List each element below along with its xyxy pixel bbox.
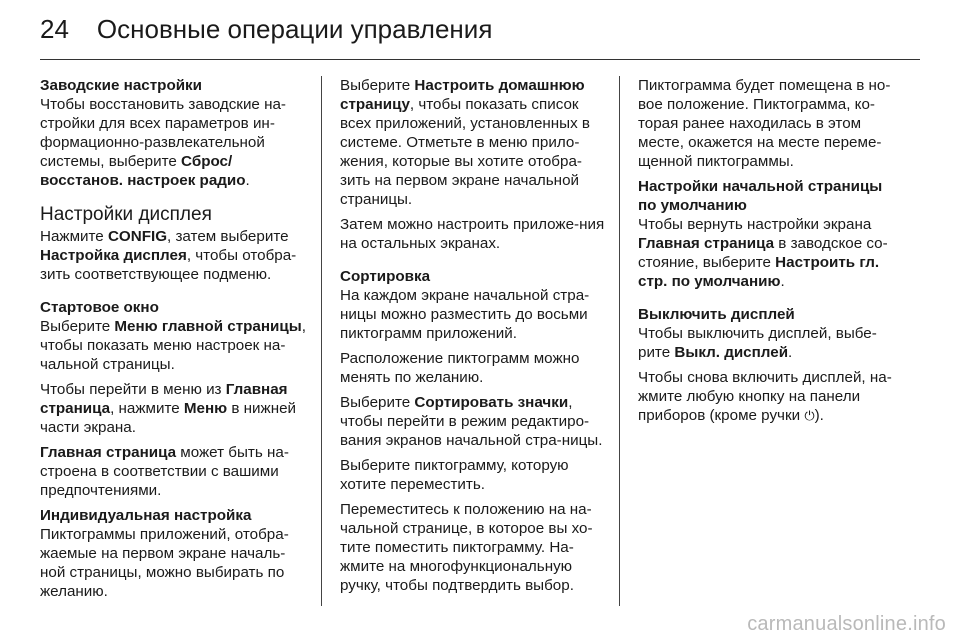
menu-item-ref: Сброс/ восстанов. настроек радио (40, 153, 246, 189)
home-paragraph (40, 443, 308, 500)
menu-item-ref: Сортировать значки (414, 394, 569, 411)
menu-item-ref: Настроить домашнюю страницу (340, 77, 585, 113)
menu-item-ref: Меню (183, 400, 228, 417)
menu-item-ref: Выкл. дисплей (674, 344, 789, 361)
page-title: Основные операции управления (96, 14, 493, 44)
text: Чтобы снова включить дисплей, на-жмите любую кнопку на панели приборов (кроме ручки (638, 369, 892, 424)
start-heading: Стартовое окно (40, 299, 159, 316)
text: Чтобы перейти в меню из (40, 381, 226, 398)
off-paragraph (638, 324, 904, 362)
custom-section (40, 506, 308, 601)
default-section (638, 177, 904, 291)
watermark: carmanualsonline.info (747, 613, 946, 635)
goto-paragraph (40, 380, 308, 437)
text: , чтобы отобра-зить соответствующее подменю. (40, 247, 297, 283)
sort-select-paragraph (340, 393, 608, 450)
factory-section (40, 76, 308, 190)
column-middle (340, 76, 608, 601)
menu-item-ref: Главная страница (40, 381, 288, 417)
menu-item-ref: Меню главной страницы (114, 318, 302, 335)
text: , чтобы показать меню настроек на-чальной страницы. (40, 318, 306, 373)
factory-paragraph (40, 95, 308, 190)
text: Чтобы восстановить заводские на-стройки для всех параметров ин-формационно-развлекательной системы, выберите (40, 96, 286, 170)
display-section (40, 204, 308, 284)
text: может быть на-строена в соответствии с вашими предпочтениями. (40, 444, 289, 499)
off-heading: Выключить дисплей (638, 306, 795, 323)
text: Выберите (340, 394, 415, 411)
start-section (40, 298, 308, 500)
menu-item-ref: Настройка дисплея (40, 247, 187, 264)
start-paragraph (40, 317, 308, 374)
text: , нажмите (110, 400, 184, 417)
text: , чтобы перейти в режим редактиро-вания экранов начальной стра-ницы. (340, 394, 603, 449)
column-divider (321, 76, 322, 606)
menu-item-ref: Главная страница (638, 235, 775, 252)
on-paragraph (638, 368, 904, 425)
placed-paragraph: Пиктограмма будет помещена в но-вое положение. Пиктограмма, ко-торая ранее находилась в этом месте, окажется на месте переме-щенной пиктограммы. (638, 77, 891, 170)
default-heading: Настройки начальной страницы по умолчанию (638, 178, 883, 214)
display-heading: Настройки дисплея (40, 204, 212, 225)
text: . (780, 273, 785, 290)
page-header (40, 14, 492, 54)
text: Выберите (40, 318, 115, 335)
arrange-paragraph: Расположение пиктограмм можно менять по желанию. (340, 350, 580, 386)
text: , чтобы показать список всех приложений, установленных в системе. Отметьте в меню прило-жения, которые вы хотите отобра-зить на первом экране начальной страницы. (340, 96, 590, 208)
column-divider (619, 76, 620, 606)
custom-heading: Индивидуальная настройка (40, 507, 252, 524)
pick-paragraph: Выберите пиктограмму, которую хотите переместить. (340, 457, 569, 493)
move-paragraph: Переместитесь к положению на на-чальной странице, в которое вы хо-тите поместить пиктограмму. На-жмите на многофункциональную ручку, чтобы подтвердить выбор. (340, 501, 593, 594)
button-ref: CONFIG (107, 228, 168, 245)
text: Чтобы выключить дисплей, выбе-рите (638, 325, 877, 361)
display-paragraph (40, 227, 308, 284)
text: , затем выберите (167, 228, 289, 245)
power-icon: ⏻ (804, 408, 815, 423)
text: в заводское со-стояние, выберите (638, 235, 888, 271)
sort-paragraph: На каждом экране начальной стра-ницы можно разместить до восьми пиктограмм приложений. (340, 287, 590, 342)
menu-item-ref: Настроить гл. стр. по умолчанию (638, 254, 880, 290)
select-paragraph (340, 76, 608, 209)
custom-paragraph: Пиктограммы приложений, отобра-жаемые на первом экране началь-ной страницы, можно выбирать по желанию. (40, 526, 289, 600)
factory-heading: Заводские настройки (40, 77, 202, 94)
text: Нажмите (40, 228, 108, 245)
page-number: 24 (40, 14, 69, 44)
text: Чтобы вернуть настройки экрана (638, 216, 872, 233)
text: ). (814, 407, 824, 424)
text: в нижней части экрана. (40, 400, 297, 436)
sort-heading: Сортировка (340, 268, 431, 285)
default-paragraph (638, 215, 904, 291)
header-rule (40, 59, 920, 60)
text: . (788, 344, 793, 361)
text: . (245, 172, 250, 189)
then-paragraph: Затем можно настроить приложе-ния на остальных экранах. (340, 216, 605, 252)
column-left (40, 76, 308, 601)
column-right (638, 76, 904, 431)
text: Выберите (340, 77, 415, 94)
menu-item-ref: Главная страница (40, 444, 177, 461)
